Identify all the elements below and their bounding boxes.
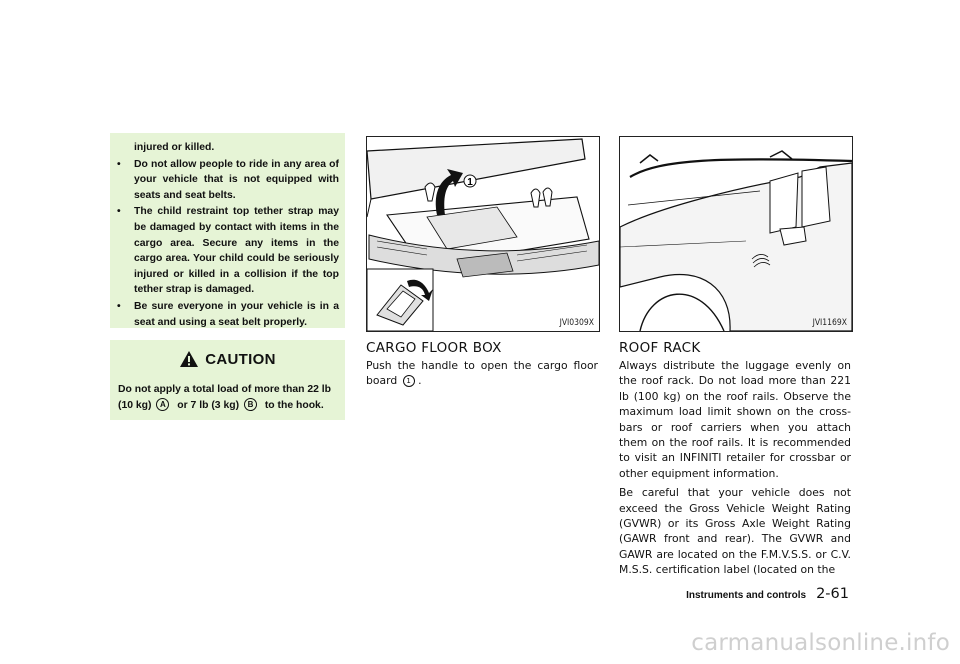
bullet: • [117,206,121,218]
figure-code: JVI1169X [812,318,847,328]
caution-text-part: to the hook. [264,399,324,411]
warning-item [114,204,339,298]
cargo-text-part: . [418,374,422,388]
cargo-text-part: Push the handle to open the cargo floor board [366,359,598,388]
warning-item [114,157,339,204]
figure-code: JVI0309X [559,318,594,328]
cargo-floor-box-heading: CARGO FLOOR BOX [366,340,502,356]
roof-rack-illustration [620,137,852,331]
bullet: • [117,158,121,170]
bullet: • [117,300,121,312]
warning-item-text: The child restraint top tether strap may be damaged by contact with items in the cargo area. Secure any items in the cargo area. Your child could be seriously injured or killed in a collision if the top tether strap is damaged. [134,206,339,296]
page-number: 2-61 [816,586,849,602]
roof-rack-paragraph: Be careful that your vehicle does not exceed the Gross Vehicle Weight Rating (GVWR) or its Gross Axle Weight Rating (GAWR front and rear). The GVWR and GAWR are located on the F.M.V.S.S. or C.V. M.S.S. certification label (located on the [619,486,851,577]
caution-triangle-icon [179,350,199,368]
marker-a-icon: A [156,398,169,411]
warning-text [114,140,339,330]
cargo-floor-figure [366,136,600,332]
page-footer [686,586,849,602]
roof-rack-paragraph: Always distribute the luggage evenly on the roof rack. Do not load more than 221 lb (100 kg) on the roof rails. Observe the maximum load limit shown on the cross-bars or roof carriers when you attach them on the roof rails. It is recommended to visit an INFINITI retailer for crossbar or other equipment information. [619,359,851,480]
warning-continuation: injured or killed. [134,142,215,153]
caution-text [118,382,340,413]
caution-text-part: Do not apply a total load of more than 22 lb (10 kg) [118,384,332,411]
footer-section: Instruments and controls [686,590,807,601]
cargo-floor-box-text [366,358,598,389]
cargo-floor-illustration [367,137,599,331]
roof-rack-text [619,358,851,582]
caution-text-part: or 7 lb (3 kg) [177,399,240,411]
warning-item-text: Be sure everyone in your vehicle is in a seat and using a seat belt properly. [134,300,339,328]
watermark: carmanualsonline.info [691,630,950,656]
roof-rack-figure [619,136,853,332]
caution-title: CAUTION [205,350,276,368]
warning-item-text: Do not allow people to ride in any area of your vehicle that is not equipped with seats and seat belts. [134,158,339,201]
callout-1: 1 [467,177,473,188]
marker-1-icon: 1 [403,375,415,387]
roof-rack-heading: ROOF RACK [619,340,701,356]
warning-item [114,299,339,330]
marker-b-icon: B [244,398,257,411]
caution-header [110,350,345,368]
